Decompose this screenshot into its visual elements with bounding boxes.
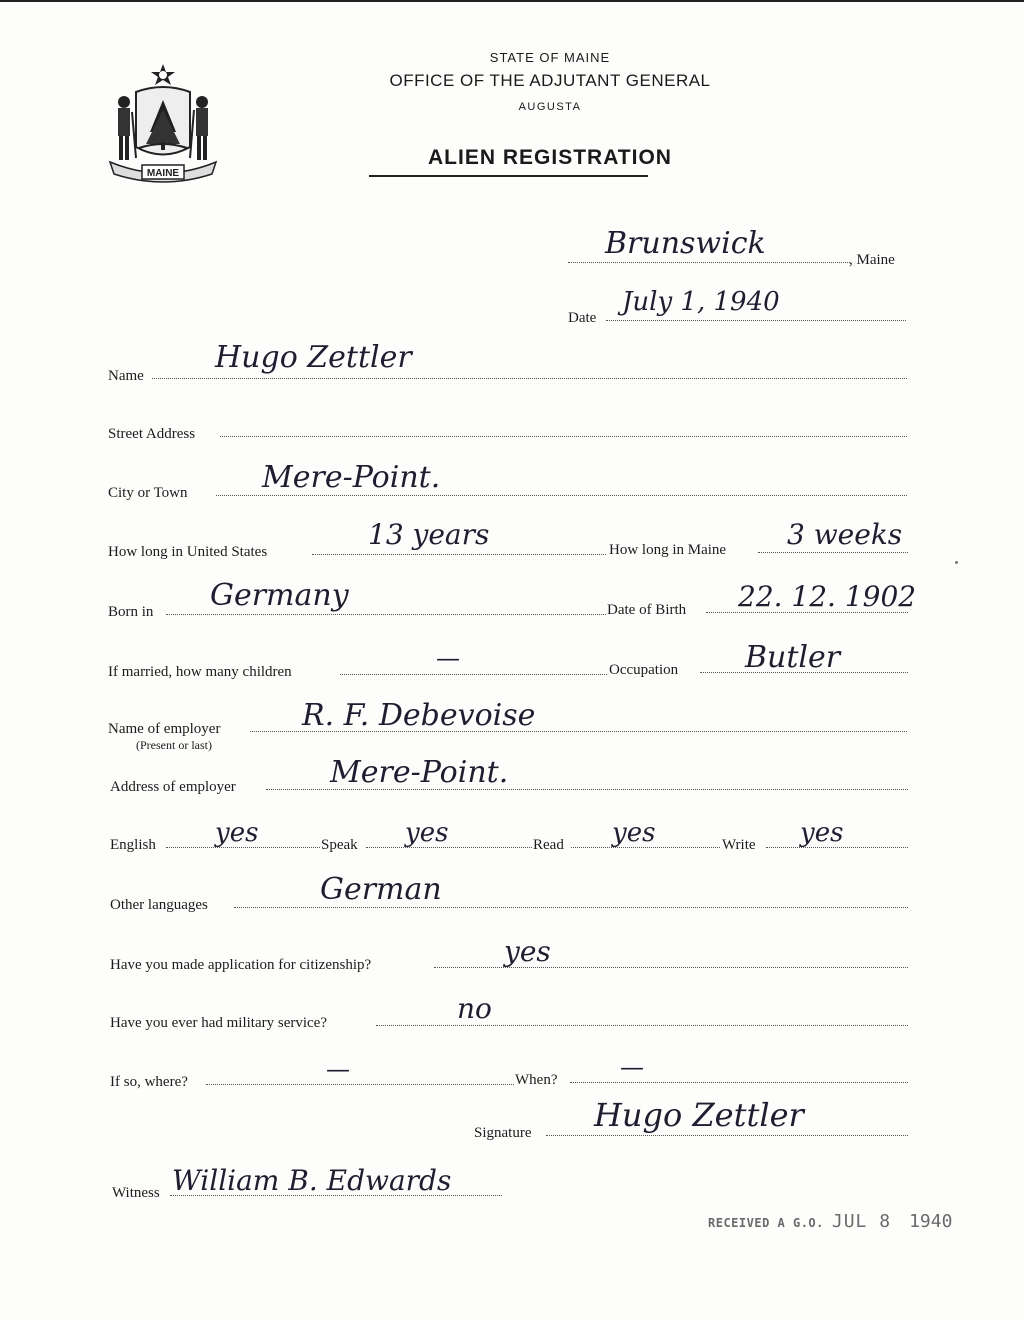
paper-speck <box>955 561 958 564</box>
title-underline <box>369 175 648 177</box>
office-heading: OFFICE OF THE ADJUTANT GENERAL <box>389 71 711 90</box>
other-languages-line <box>234 907 908 908</box>
signature-label: Signature <box>474 1125 532 1141</box>
place-value: Brunswick <box>605 226 766 261</box>
occupation-value: Butler <box>745 640 841 675</box>
street-address-label: Street Address <box>108 426 196 442</box>
maine-state-seal-icon <box>106 62 220 190</box>
read-label: Read <box>533 837 564 853</box>
city-line <box>216 495 907 496</box>
occupation-label: Occupation <box>609 662 679 678</box>
military-line <box>376 1025 908 1026</box>
when-line <box>570 1082 908 1083</box>
date-label: Date <box>568 310 597 326</box>
speak-label: Speak <box>321 837 358 853</box>
top-border <box>0 0 1024 2</box>
how-long-maine-value: 3 weeks <box>787 518 903 551</box>
employer-address-value: Mere-Point. <box>330 755 509 790</box>
write-value: yes <box>800 818 844 848</box>
write-label: Write <box>722 837 756 853</box>
how-long-us-value: 13 years <box>368 518 490 551</box>
citizenship-value: yes <box>504 935 551 968</box>
name-line <box>152 378 907 379</box>
form-title: ALIEN REGISTRATION <box>428 146 672 169</box>
english-value: yes <box>215 818 259 848</box>
speak-value: yes <box>405 818 449 848</box>
how-long-maine-line <box>758 552 908 553</box>
city-label: City or Town <box>108 485 188 501</box>
signature-value: Hugo Zettler <box>594 1096 804 1134</box>
city-heading: AUGUSTA <box>518 101 582 113</box>
where-line <box>206 1084 514 1085</box>
when-label: When? <box>515 1072 558 1088</box>
stamp-received-text: RECEIVED A G.O. <box>708 1216 824 1230</box>
born-in-label: Born in <box>108 604 154 620</box>
employer-value: R. F. Debevoise <box>302 698 536 733</box>
witness-value: William B. Edwards <box>172 1164 452 1197</box>
employer-address-label: Address of employer <box>110 779 236 795</box>
born-in-value: Germany <box>210 578 349 613</box>
signature-line <box>546 1135 908 1136</box>
received-stamp <box>708 1211 952 1232</box>
place-suffix: , Maine <box>849 252 895 268</box>
speak-line <box>366 847 532 848</box>
place-line <box>568 262 850 263</box>
citizenship-label: Have you made application for citizenship? <box>110 957 372 973</box>
city-value: Mere-Point. <box>262 460 441 495</box>
employer-label: Name of employer <box>108 721 221 737</box>
street-address-line <box>220 436 907 437</box>
how-long-us-line <box>312 554 606 555</box>
children-line <box>340 674 607 675</box>
how-long-maine-label: How long in Maine <box>609 542 727 558</box>
name-label: Name <box>108 368 144 384</box>
other-languages-value: German <box>320 872 442 907</box>
date-line <box>606 320 906 321</box>
read-value: yes <box>612 818 656 848</box>
witness-label: Witness <box>112 1185 160 1201</box>
when-value: — <box>620 1053 644 1081</box>
military-label: Have you ever had military service? <box>110 1015 327 1031</box>
military-value: no <box>457 992 492 1025</box>
name-value: Hugo Zettler <box>215 340 412 375</box>
english-label: English <box>110 837 156 853</box>
children-label: If married, how many children <box>108 664 292 680</box>
stamp-year: 1940 <box>909 1211 953 1232</box>
date-of-birth-label: Date of Birth <box>607 602 687 618</box>
date-value: July 1, 1940 <box>622 287 780 317</box>
employer-sublabel: (Present or last) <box>136 738 212 752</box>
where-value: — <box>326 1055 350 1083</box>
state-heading: STATE OF MAINE <box>489 50 611 65</box>
seal-maine-text: MAINE <box>146 168 180 179</box>
other-languages-label: Other languages <box>110 897 208 913</box>
date-of-birth-value: 22. 12. 1902 <box>738 580 917 613</box>
where-label: If so, where? <box>110 1074 188 1090</box>
stamp-month-day: JUL 8 <box>831 1211 892 1232</box>
how-long-us-label: How long in United States <box>108 544 268 560</box>
children-value: — <box>436 644 460 672</box>
born-in-line <box>166 614 606 615</box>
